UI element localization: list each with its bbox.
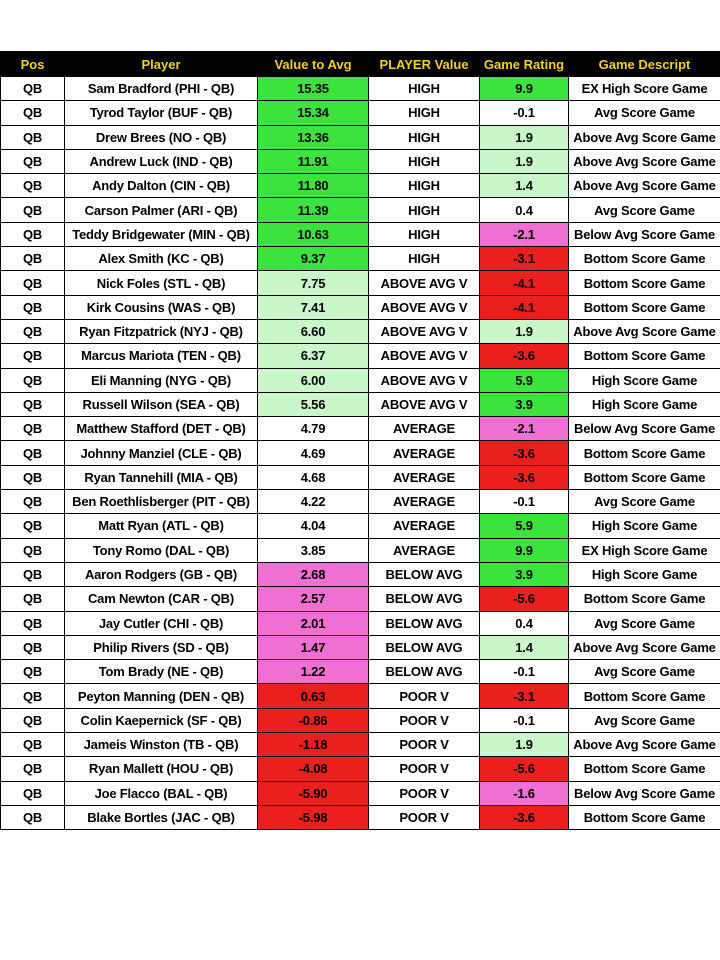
game-rating-cell: -2.1: [480, 222, 569, 246]
player-cell: Nick Foles (STL - QB): [65, 271, 258, 295]
game-descript-cell: Avg Score Game: [569, 611, 720, 635]
game-descript-cell: Above Avg Score Game: [569, 149, 720, 173]
game-rating-cell: 5.9: [480, 368, 569, 392]
table-row: [1, 77, 720, 101]
game-rating-cell: -2.1: [480, 417, 569, 441]
game-rating-cell: 9.9: [480, 77, 569, 101]
table-row: [1, 562, 720, 586]
pos-cell: QB: [1, 635, 65, 659]
player-value-cell: BELOW AVG: [369, 635, 480, 659]
player-value-cell: ABOVE AVG V: [369, 295, 480, 319]
player-cell: Matt Ryan (ATL - QB): [65, 514, 258, 538]
value-to-avg-cell: 6.37: [258, 344, 369, 368]
pos-cell: QB: [1, 490, 65, 514]
value-to-avg-cell: 5.56: [258, 392, 369, 416]
game-rating-cell: 0.4: [480, 611, 569, 635]
player-cell: Joe Flacco (BAL - QB): [65, 781, 258, 805]
game-rating-cell: -4.1: [480, 271, 569, 295]
game-descript-cell: Above Avg Score Game: [569, 733, 720, 757]
player-cell: Philip Rivers (SD - QB): [65, 635, 258, 659]
player-value-cell: AVERAGE: [369, 538, 480, 562]
player-value-cell: HIGH: [369, 77, 480, 101]
player-cell: Ryan Mallett (HOU - QB): [65, 757, 258, 781]
player-cell: Ryan Tannehill (MIA - QB): [65, 465, 258, 489]
table-row: [1, 708, 720, 732]
table-row: [1, 465, 720, 489]
player-cell: Teddy Bridgewater (MIN - QB): [65, 222, 258, 246]
table-row: [1, 587, 720, 611]
game-descript-cell: Avg Score Game: [569, 660, 720, 684]
player-value-cell: HIGH: [369, 125, 480, 149]
game-descript-cell: Above Avg Score Game: [569, 174, 720, 198]
table-row: [1, 101, 720, 125]
game-descript-cell: Above Avg Score Game: [569, 125, 720, 149]
game-descript-cell: Avg Score Game: [569, 490, 720, 514]
header-player-value: PLAYER Value: [369, 52, 480, 77]
game-descript-cell: High Score Game: [569, 514, 720, 538]
value-to-avg-cell: 10.63: [258, 222, 369, 246]
pos-cell: QB: [1, 125, 65, 149]
player-value-cell: AVERAGE: [369, 417, 480, 441]
player-cell: Jameis Winston (TB - QB): [65, 733, 258, 757]
pos-cell: QB: [1, 174, 65, 198]
player-cell: Drew Brees (NO - QB): [65, 125, 258, 149]
game-descript-cell: High Score Game: [569, 562, 720, 586]
header-game-rating: Game Rating: [480, 52, 569, 77]
player-value-cell: AVERAGE: [369, 465, 480, 489]
pos-cell: QB: [1, 587, 65, 611]
table-row: [1, 344, 720, 368]
game-descript-cell: Bottom Score Game: [569, 271, 720, 295]
value-to-avg-cell: 9.37: [258, 247, 369, 271]
table-row: [1, 319, 720, 343]
value-to-avg-cell: 13.36: [258, 125, 369, 149]
pos-cell: QB: [1, 538, 65, 562]
game-descript-cell: Bottom Score Game: [569, 684, 720, 708]
pos-cell: QB: [1, 781, 65, 805]
player-value-cell: ABOVE AVG V: [369, 368, 480, 392]
game-descript-cell: Bottom Score Game: [569, 757, 720, 781]
game-descript-cell: Avg Score Game: [569, 708, 720, 732]
table-row: [1, 149, 720, 173]
pos-cell: QB: [1, 247, 65, 271]
player-cell: Andrew Luck (IND - QB): [65, 149, 258, 173]
pos-cell: QB: [1, 562, 65, 586]
header-player: Player: [65, 52, 258, 77]
table-row: [1, 733, 720, 757]
game-rating-cell: -3.6: [480, 805, 569, 829]
table-row: [1, 514, 720, 538]
table-header-row: [1, 52, 720, 77]
player-value-cell: BELOW AVG: [369, 587, 480, 611]
player-value-cell: POOR V: [369, 708, 480, 732]
table-row: [1, 392, 720, 416]
player-cell: Alex Smith (KC - QB): [65, 247, 258, 271]
pos-cell: QB: [1, 295, 65, 319]
game-rating-cell: 3.9: [480, 562, 569, 586]
header-value-to-avg: Value to Avg: [258, 52, 369, 77]
player-value-cell: BELOW AVG: [369, 562, 480, 586]
table-row: [1, 441, 720, 465]
game-rating-cell: 1.9: [480, 733, 569, 757]
table-row: [1, 635, 720, 659]
pos-cell: QB: [1, 708, 65, 732]
value-to-avg-cell: 3.85: [258, 538, 369, 562]
player-cell: Tyrod Taylor (BUF - QB): [65, 101, 258, 125]
game-descript-cell: Below Avg Score Game: [569, 781, 720, 805]
player-cell: Eli Manning (NYG - QB): [65, 368, 258, 392]
game-rating-cell: 1.9: [480, 319, 569, 343]
game-rating-cell: 9.9: [480, 538, 569, 562]
player-cell: Colin Kaepernick (SF - QB): [65, 708, 258, 732]
player-value-cell: ABOVE AVG V: [369, 319, 480, 343]
game-rating-cell: -0.1: [480, 490, 569, 514]
player-cell: Carson Palmer (ARI - QB): [65, 198, 258, 222]
game-descript-cell: Bottom Score Game: [569, 295, 720, 319]
value-to-avg-cell: 2.68: [258, 562, 369, 586]
pos-cell: QB: [1, 733, 65, 757]
pos-cell: QB: [1, 660, 65, 684]
pos-cell: QB: [1, 319, 65, 343]
value-to-avg-cell: 11.80: [258, 174, 369, 198]
table-row: [1, 125, 720, 149]
pos-cell: QB: [1, 441, 65, 465]
qb-value-table: [0, 51, 720, 830]
game-descript-cell: Above Avg Score Game: [569, 635, 720, 659]
game-descript-cell: Below Avg Score Game: [569, 222, 720, 246]
value-to-avg-cell: 1.47: [258, 635, 369, 659]
table-row: [1, 271, 720, 295]
pos-cell: QB: [1, 271, 65, 295]
table-row: [1, 247, 720, 271]
game-rating-cell: 1.4: [480, 635, 569, 659]
table-row: [1, 295, 720, 319]
value-to-avg-cell: 2.57: [258, 587, 369, 611]
player-value-cell: HIGH: [369, 149, 480, 173]
game-descript-cell: High Score Game: [569, 368, 720, 392]
game-rating-cell: -5.6: [480, 757, 569, 781]
game-rating-cell: -3.1: [480, 247, 569, 271]
pos-cell: QB: [1, 101, 65, 125]
pos-cell: QB: [1, 514, 65, 538]
table-row: [1, 660, 720, 684]
game-descript-cell: Below Avg Score Game: [569, 417, 720, 441]
value-to-avg-cell: 4.79: [258, 417, 369, 441]
table-row: [1, 781, 720, 805]
table-row: [1, 490, 720, 514]
player-cell: Andy Dalton (CIN - QB): [65, 174, 258, 198]
player-cell: Matthew Stafford (DET - QB): [65, 417, 258, 441]
value-to-avg-cell: 4.04: [258, 514, 369, 538]
player-value-cell: HIGH: [369, 101, 480, 125]
value-to-avg-cell: 4.22: [258, 490, 369, 514]
player-cell: Marcus Mariota (TEN - QB): [65, 344, 258, 368]
table-row: [1, 368, 720, 392]
player-value-cell: ABOVE AVG V: [369, 344, 480, 368]
table-row: [1, 684, 720, 708]
game-descript-cell: Bottom Score Game: [569, 441, 720, 465]
value-to-avg-cell: 7.41: [258, 295, 369, 319]
game-descript-cell: EX High Score Game: [569, 77, 720, 101]
player-cell: Blake Bortles (JAC - QB): [65, 805, 258, 829]
game-rating-cell: -3.6: [480, 465, 569, 489]
game-rating-cell: -0.1: [480, 101, 569, 125]
pos-cell: QB: [1, 149, 65, 173]
game-rating-cell: 3.9: [480, 392, 569, 416]
table-row: [1, 757, 720, 781]
player-cell: Aaron Rodgers (GB - QB): [65, 562, 258, 586]
game-rating-cell: -4.1: [480, 295, 569, 319]
pos-cell: QB: [1, 344, 65, 368]
table-row: [1, 417, 720, 441]
game-rating-cell: -3.6: [480, 441, 569, 465]
player-cell: Ryan Fitzpatrick (NYJ - QB): [65, 319, 258, 343]
player-value-cell: POOR V: [369, 805, 480, 829]
player-value-cell: HIGH: [369, 222, 480, 246]
pos-cell: QB: [1, 392, 65, 416]
game-descript-cell: High Score Game: [569, 392, 720, 416]
player-cell: Russell Wilson (SEA - QB): [65, 392, 258, 416]
value-to-avg-cell: 0.63: [258, 684, 369, 708]
game-descript-cell: Bottom Score Game: [569, 247, 720, 271]
table-row: [1, 805, 720, 829]
game-descript-cell: EX High Score Game: [569, 538, 720, 562]
game-rating-cell: -5.6: [480, 587, 569, 611]
player-value-cell: AVERAGE: [369, 490, 480, 514]
value-to-avg-cell: 6.00: [258, 368, 369, 392]
value-to-avg-cell: -5.90: [258, 781, 369, 805]
game-rating-cell: -0.1: [480, 708, 569, 732]
pos-cell: QB: [1, 611, 65, 635]
pos-cell: QB: [1, 222, 65, 246]
player-value-cell: ABOVE AVG V: [369, 392, 480, 416]
table-row: [1, 222, 720, 246]
value-to-avg-cell: 15.34: [258, 101, 369, 125]
player-cell: Jay Cutler (CHI - QB): [65, 611, 258, 635]
game-rating-cell: 1.4: [480, 174, 569, 198]
player-value-cell: HIGH: [369, 247, 480, 271]
value-to-avg-cell: -5.98: [258, 805, 369, 829]
player-cell: Peyton Manning (DEN - QB): [65, 684, 258, 708]
player-cell: Ben Roethlisberger (PIT - QB): [65, 490, 258, 514]
header-pos: Pos: [1, 52, 65, 77]
game-rating-cell: 1.9: [480, 125, 569, 149]
value-to-avg-cell: 15.35: [258, 77, 369, 101]
game-rating-cell: -0.1: [480, 660, 569, 684]
value-to-avg-cell: 4.68: [258, 465, 369, 489]
header-game-descript: Game Descript: [569, 52, 720, 77]
pos-cell: QB: [1, 805, 65, 829]
game-rating-cell: 5.9: [480, 514, 569, 538]
pos-cell: QB: [1, 465, 65, 489]
player-value-cell: HIGH: [369, 174, 480, 198]
pos-cell: QB: [1, 757, 65, 781]
table-row: [1, 174, 720, 198]
player-value-cell: POOR V: [369, 684, 480, 708]
game-rating-cell: -3.6: [480, 344, 569, 368]
table-row: [1, 198, 720, 222]
game-descript-cell: Above Avg Score Game: [569, 319, 720, 343]
player-cell: Sam Bradford (PHI - QB): [65, 77, 258, 101]
game-rating-cell: -3.1: [480, 684, 569, 708]
pos-cell: QB: [1, 684, 65, 708]
value-to-avg-cell: 1.22: [258, 660, 369, 684]
player-value-cell: AVERAGE: [369, 514, 480, 538]
player-value-cell: POOR V: [369, 781, 480, 805]
value-to-avg-cell: 11.91: [258, 149, 369, 173]
player-value-cell: HIGH: [369, 198, 480, 222]
game-descript-cell: Avg Score Game: [569, 101, 720, 125]
value-to-avg-cell: 11.39: [258, 198, 369, 222]
game-rating-cell: 1.9: [480, 149, 569, 173]
table-row: [1, 611, 720, 635]
pos-cell: QB: [1, 77, 65, 101]
game-descript-cell: Bottom Score Game: [569, 805, 720, 829]
game-rating-cell: -1.6: [480, 781, 569, 805]
value-to-avg-cell: -1.18: [258, 733, 369, 757]
player-value-cell: ABOVE AVG V: [369, 271, 480, 295]
value-to-avg-cell: 7.75: [258, 271, 369, 295]
player-value-cell: BELOW AVG: [369, 660, 480, 684]
value-to-avg-cell: 4.69: [258, 441, 369, 465]
game-descript-cell: Bottom Score Game: [569, 587, 720, 611]
value-to-avg-cell: 2.01: [258, 611, 369, 635]
player-value-cell: BELOW AVG: [369, 611, 480, 635]
game-descript-cell: Bottom Score Game: [569, 344, 720, 368]
table-row: [1, 538, 720, 562]
player-cell: Tom Brady (NE - QB): [65, 660, 258, 684]
player-value-cell: POOR V: [369, 733, 480, 757]
game-descript-cell: Avg Score Game: [569, 198, 720, 222]
value-to-avg-cell: 6.60: [258, 319, 369, 343]
player-cell: Johnny Manziel (CLE - QB): [65, 441, 258, 465]
player-value-cell: POOR V: [369, 757, 480, 781]
pos-cell: QB: [1, 198, 65, 222]
player-cell: Tony Romo (DAL - QB): [65, 538, 258, 562]
pos-cell: QB: [1, 417, 65, 441]
game-rating-cell: 0.4: [480, 198, 569, 222]
value-to-avg-cell: -4.08: [258, 757, 369, 781]
player-cell: Kirk Cousins (WAS - QB): [65, 295, 258, 319]
game-descript-cell: Bottom Score Game: [569, 465, 720, 489]
player-cell: Cam Newton (CAR - QB): [65, 587, 258, 611]
pos-cell: QB: [1, 368, 65, 392]
player-value-cell: AVERAGE: [369, 441, 480, 465]
value-to-avg-cell: -0.86: [258, 708, 369, 732]
